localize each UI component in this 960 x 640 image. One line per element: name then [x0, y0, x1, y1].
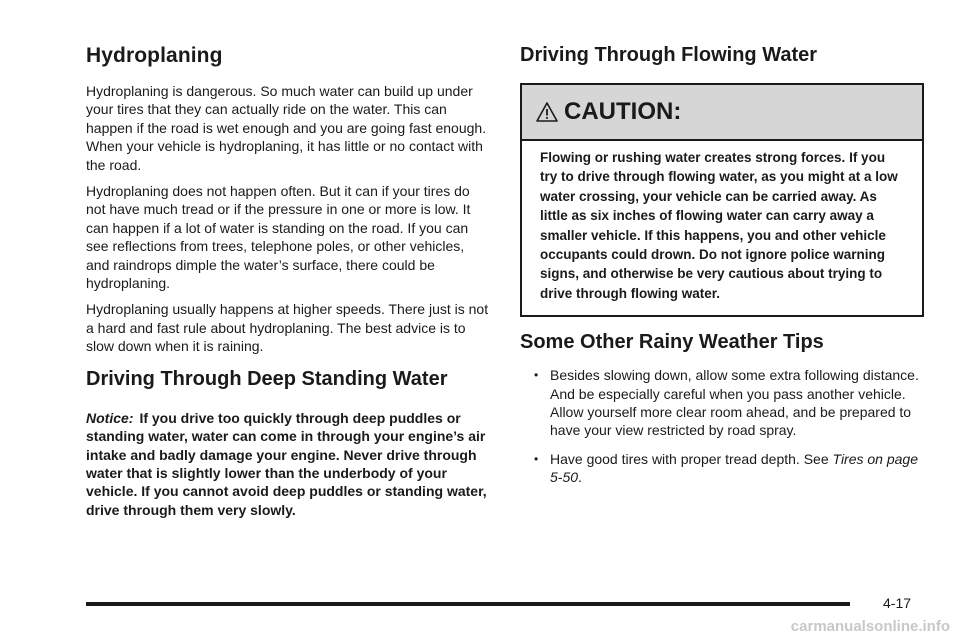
page-number: 4-17 — [883, 595, 912, 611]
right-column — [520, 44, 924, 497]
caution-box — [520, 83, 924, 317]
tires-page-link[interactable]: Tires on page 5-50 — [550, 450, 918, 486]
bullet-icon: • — [534, 451, 539, 466]
rainy-tips-heading: Some Other Rainy Weather Tips — [520, 331, 824, 354]
notice-text: If you drive too quickly through deep puddles or standing water, water can come in through your engine’s air intake and badly damage your engine. Never drive through water that is slightly lower than the underbody of your vehicle. If you cannot avoid deep puddles or standing water, drive through them very slowly. — [86, 409, 487, 518]
hydroplaning-paragraph-2: Hydroplaning does not happen often. But it can if your tires do not have much tread or if the pressure in one or more is low. It can happen if a lot of water is standing on the road. If you can see reflections from trees, telephone poles, or other vehicles, and raindrops dimple the water’s surface, there could be hydroplaning. — [86, 183, 471, 292]
caution-header — [522, 85, 922, 141]
flowing-water-heading: Driving Through Flowing Water — [520, 44, 818, 66]
notice-label: Notice: — [86, 409, 134, 426]
watermark: carmanualsonline.info — [790, 618, 950, 635]
hydroplaning-paragraph-1: Hydroplaning is dangerous. So much water can build up under your tires that they can actually ride on the water. This can happen if the road is wet enough and you are going fast enough. When your vehicle is hydroplaning, it has little or no contact with the road. — [86, 83, 487, 173]
footer-rule — [86, 602, 850, 606]
caution-title: CAUTION: — [564, 98, 682, 125]
tip-text: Besides slowing down, allow some extra following distance. And be especially careful when you pass another vehicle. Allow yourself more clear room ahead, and be prepared to have your view restricted by road spray. — [550, 367, 919, 439]
left-column — [86, 44, 491, 519]
tip-end: . — [578, 469, 582, 486]
warning-triangle-icon — [536, 101, 558, 123]
caution-text: Flowing or rushing water creates strong forces. If you try to drive through flowing water, as you might at a low water crossing, your vehicle can be carried away. As little as six inches of flowing water can carry away a smaller vehicle. If this happens, you and other vehicle occupants could drown. Do not ignore police warning signs, and otherwise be very cautious about trying to drive through flowing water. — [540, 150, 898, 301]
hydroplaning-heading: Hydroplaning — [86, 44, 223, 67]
bullet-icon: • — [534, 368, 539, 383]
tip-text: Have good tires with proper tread depth. See — [550, 450, 833, 467]
tips-list — [520, 366, 924, 486]
list-item — [520, 366, 924, 440]
notice-paragraph — [86, 409, 491, 519]
list-item — [520, 450, 924, 487]
deep-water-heading: Driving Through Deep Standing Water — [86, 367, 448, 390]
hydroplaning-paragraph-3: Hydroplaning usually happens at higher speeds. There just is not a hard and fast rule about hydroplaning. The best advice is to slow down when it is raining. — [86, 301, 489, 355]
